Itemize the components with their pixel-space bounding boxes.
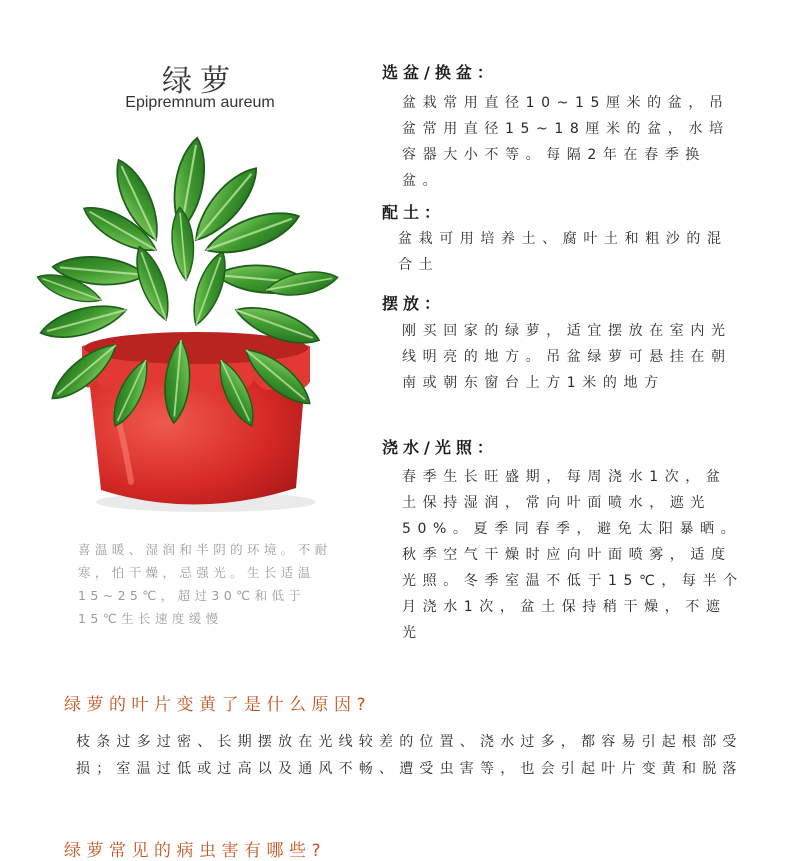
section-title-placement: 摆放： [382, 294, 446, 313]
page-title: 绿萝 [162, 64, 238, 99]
section-body-placement: 刚买回家的绿萝，适宜摆放在室内光线明亮的地方。吊盆绿萝可悬挂在朝南或朝东窗台上方1米的地方 [402, 323, 732, 391]
section-body-pot: 盆栽常用直径10~15厘米的盆，吊盆常用直径15~18厘米的盆，水培容器大小不等。每隔2年在春季换盆。 [402, 95, 730, 189]
question-title-pests: 绿萝常见的病虫害有哪些? [64, 841, 327, 861]
section-body-water-light: 春季生长旺盛期，每周浇水1次，盆土保持湿润，常向叶面喷水，遮光50%。夏季同春季，避免太阳暴晒。秋季空气干燥时应向叶面喷雾，适度光照。冬季室温不低于15℃，每半个月浇水1次，盆土保持稍干燥，不遮光 [402, 469, 744, 641]
question-body-yellow-leaves: 枝条过多过密、长期摆放在光线较差的位置、浇水过多，都容易引起根部受损；室温过低或过高以及通风不畅、遭受虫害等，也会引起叶片变黄和脱落 [76, 734, 743, 777]
section-body-soil: 盆栽可用培养土、腐叶土和粗沙的混合土 [398, 231, 728, 273]
latin-name: Epipremnum aureum [125, 94, 275, 111]
section-title-pot: 选盆/换盆： [382, 63, 498, 82]
potted-plant-illustration [6, 110, 392, 520]
section-title-soil: 配土： [382, 203, 446, 222]
plant-habit-caption: 喜温暖、湿润和半阴的环境。不耐寒，怕干燥，忌强光。生长适温15~25℃，超过30℃和低于15℃生长速度缓慢 [78, 542, 332, 626]
section-title-water-light: 浇水/光照： [382, 438, 498, 457]
question-title-yellow-leaves: 绿萝的叶片变黄了是什么原因? [64, 695, 372, 715]
